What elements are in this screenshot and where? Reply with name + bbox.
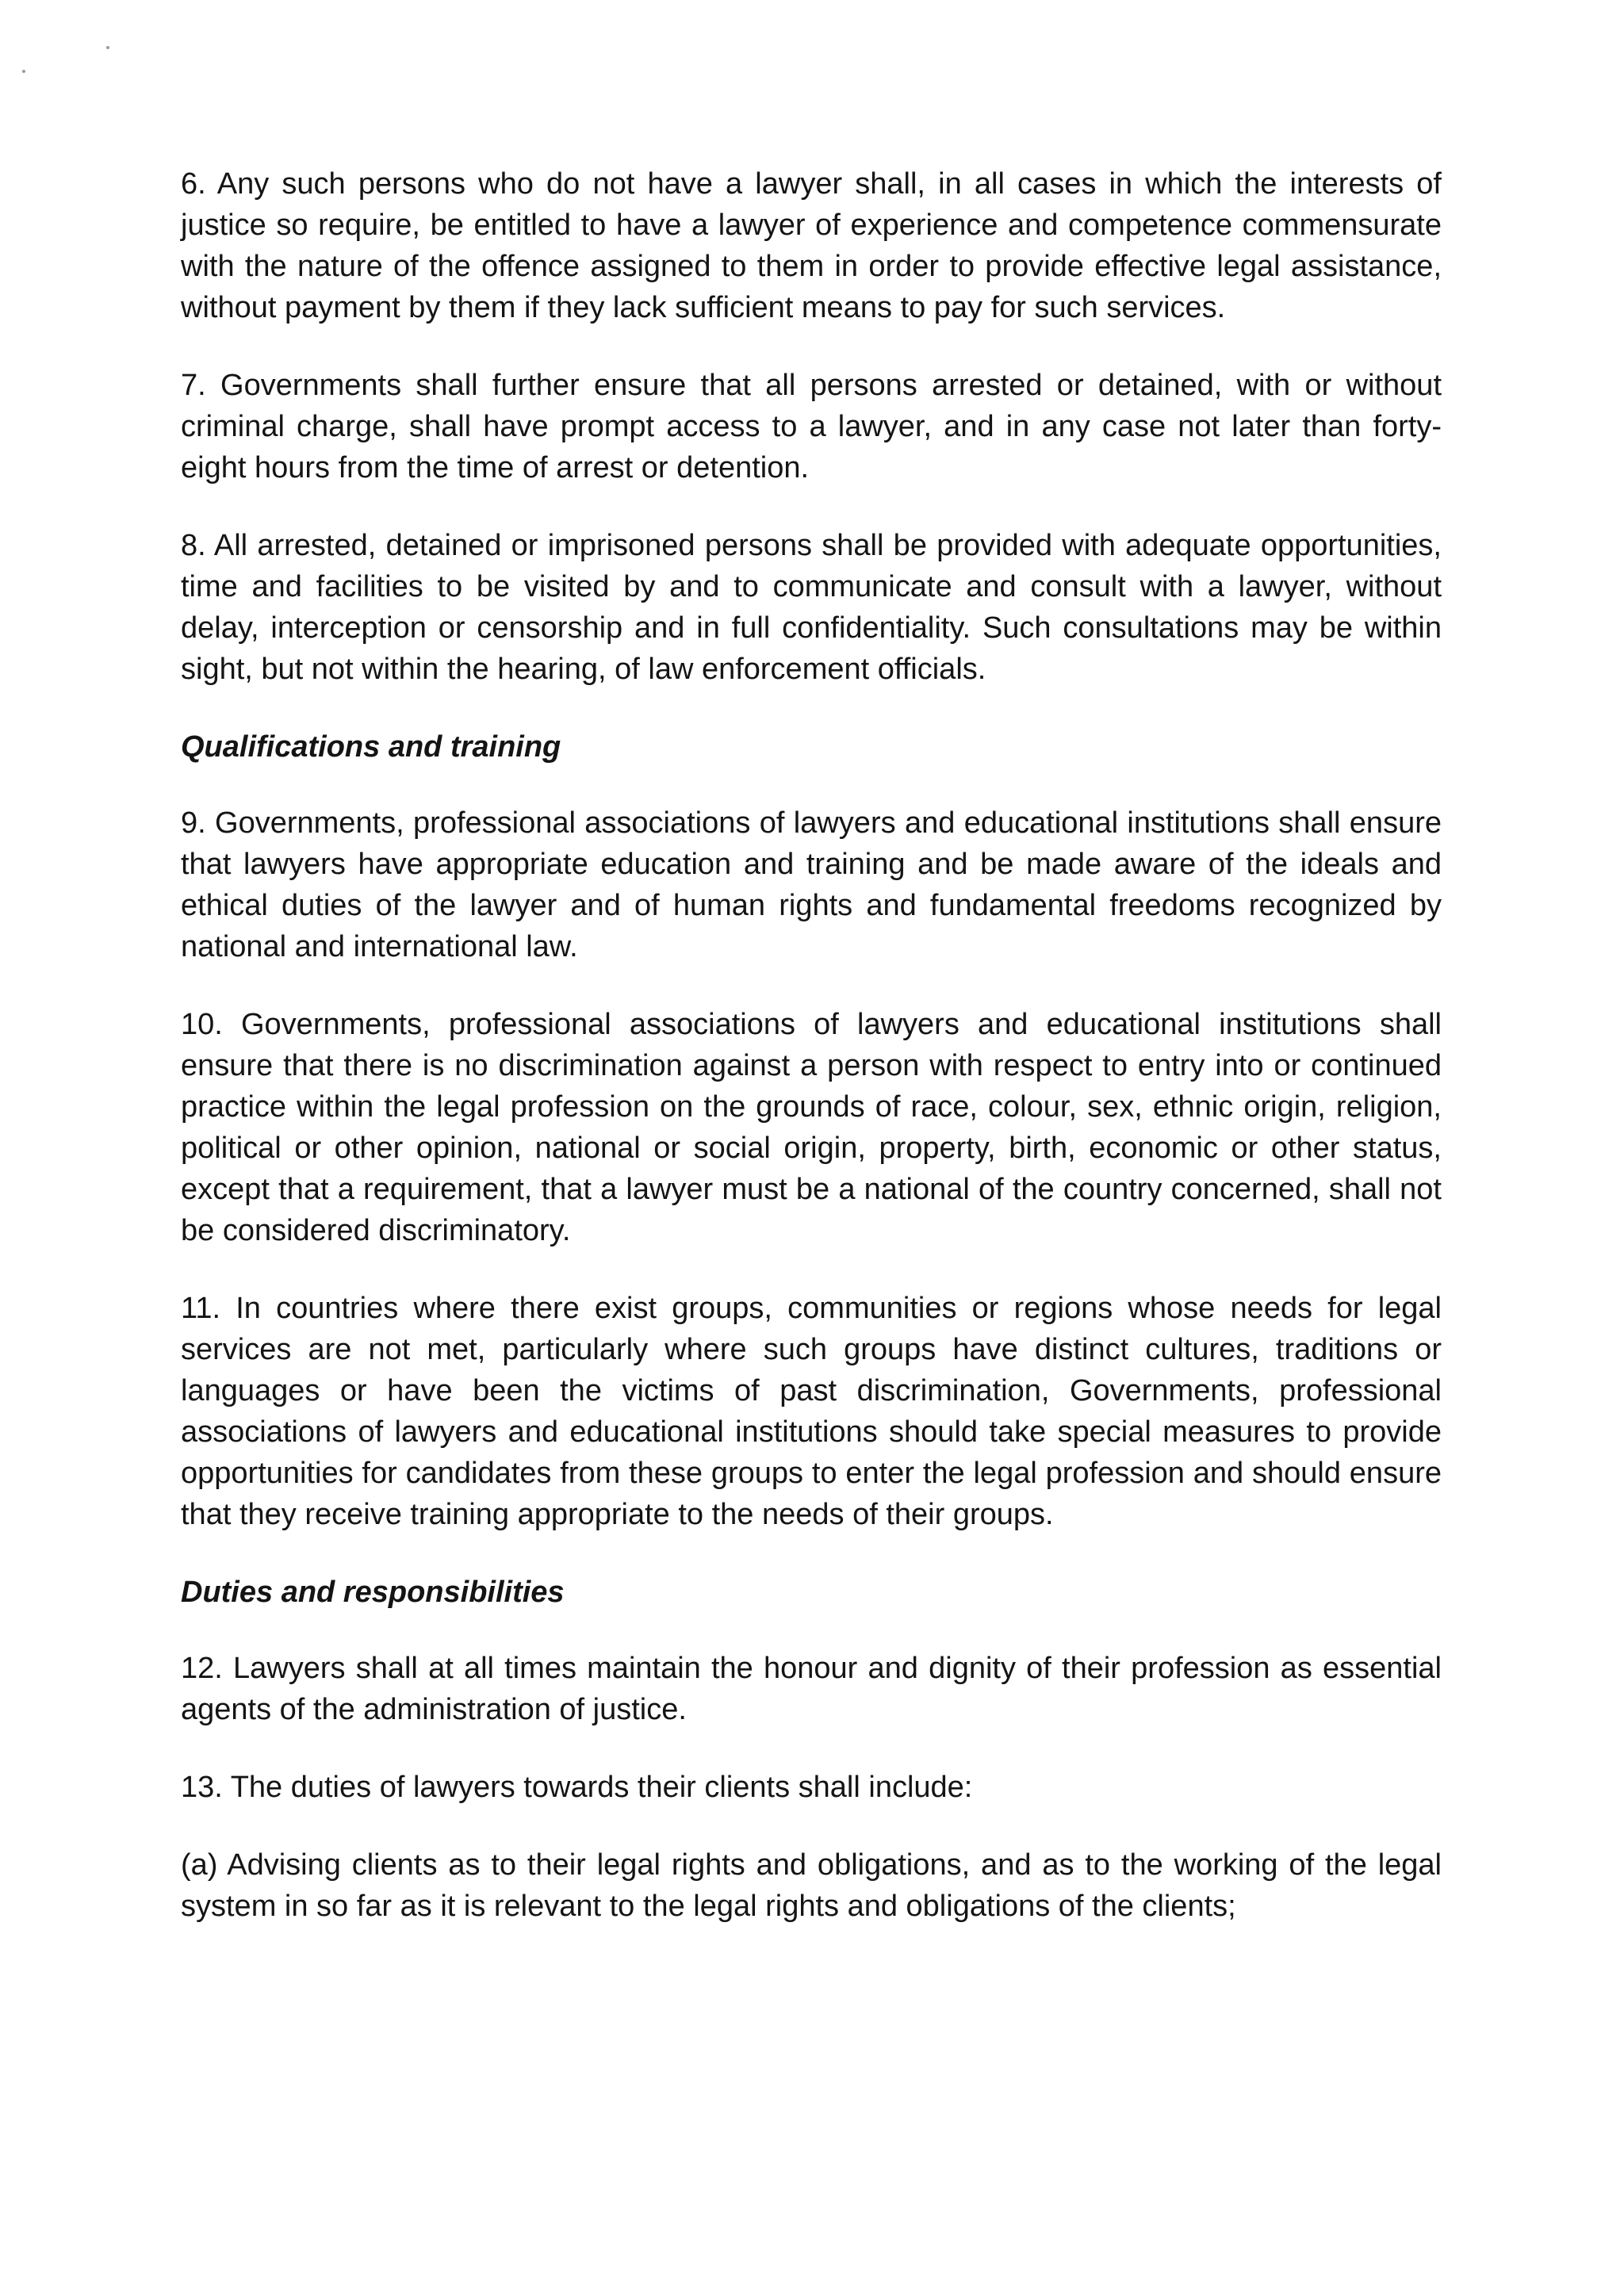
paragraph-12: 12. Lawyers shall at all times maintain the honour and dignity of their profession as essential agents of the administration of justice.: [181, 1652, 1442, 1726]
section-heading-qualifications: Qualifications and training: [181, 730, 561, 764]
paragraph-9: 9. Governments, professional associations of lawyers and educational institutions shall ensure that lawyers have appropriate education and training and be made aware of the ideals and ethical duties of the lawyer and of human rights and fundamental freedoms recognized by national and international law.: [181, 806, 1442, 963]
paragraph-6: 6. Any such persons who do not have a lawyer shall, in all cases in which the interests of justice so require, be entitled to have a lawyer of experience and competence commensurate with the nature of the offence assigned to them in order to provide effective legal assistance, without payment by them if they lack sufficient means to pay for such services.: [181, 167, 1442, 324]
document-page: [181, 163, 1442, 1963]
paragraph-8: 8. All arrested, detained or imprisoned persons shall be provided with adequate opportunities, time and facilities to be visited by and to communicate and consult with a lawyer, without delay, interception or censorship and in full confidentiality. Such consultations may be within sight, but not within the hearing, of law enforcement officials.: [181, 529, 1442, 686]
section-heading-duties: Duties and responsibilities: [181, 1576, 565, 1609]
scan-speck: [22, 70, 25, 73]
paragraph-7: 7. Governments shall further ensure that all persons arrested or detained, with or without criminal charge, shall have prompt access to a lawyer, and in any case not later than forty-eight hours from the time of arrest or detention.: [181, 369, 1442, 484]
paragraph-11: 11. In countries where there exist groups, communities or regions whose needs for legal services are not met, particularly where such groups have distinct cultures, traditions or languages or have been the victims of past discrimination, Governments, professional associations of lawyers and educational institutions should take special measures to provide opportunities for candidates from these groups to enter the legal profession and should ensure that they receive training appropriate to the needs of their groups.: [181, 1292, 1442, 1531]
paragraph-13: 13. The duties of lawyers towards their clients shall include:: [181, 1771, 973, 1804]
paragraph-10: 10. Governments, professional associations of lawyers and educational institutions shall ensure that there is no discrimination against a person with respect to entry into or continued practice within the legal profession on the grounds of race, colour, sex, ethnic origin, religion, political or other opinion, national or social origin, property, birth, economic or other status, except that a requirement, that a lawyer must be a national of the country concerned, shall not be considered discriminatory.: [181, 1008, 1442, 1247]
paragraph-13a: (a) Advising clients as to their legal rights and obligations, and as to the working of the legal system in so far as it is relevant to the legal rights and obligations of the clients;: [181, 1848, 1442, 1923]
scan-speck: [106, 46, 109, 49]
